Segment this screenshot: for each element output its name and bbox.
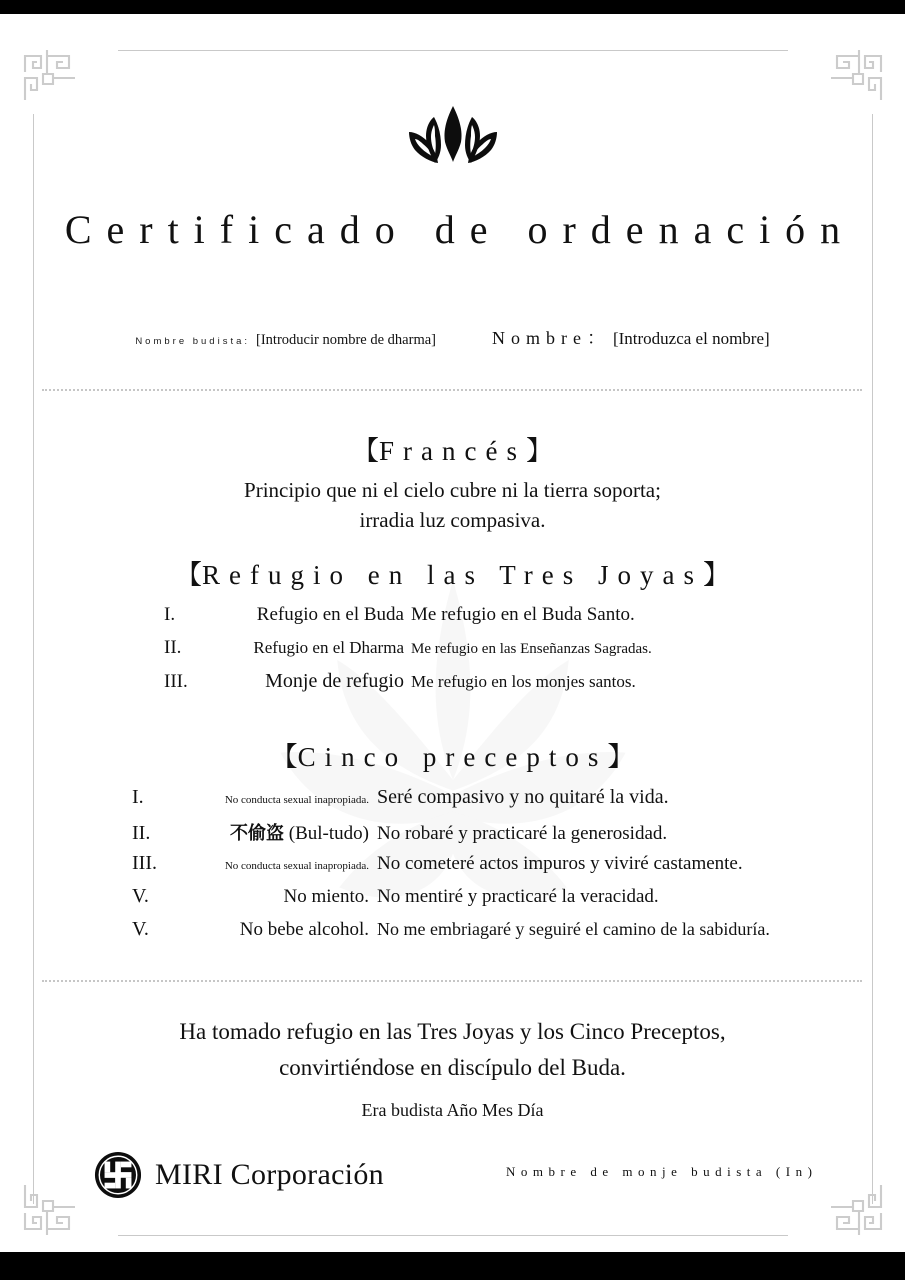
verse-line-1: Principio que ni el cielo cubre ni la tierra soporta; xyxy=(244,478,661,502)
name-fields-row xyxy=(0,324,905,350)
precept-name: No conducta sexual inapropiada. xyxy=(224,860,369,872)
refuge-name: Refugio en el Buda xyxy=(256,604,404,625)
precepts-list xyxy=(0,786,905,951)
precepts-heading-text: Cinco preceptos xyxy=(297,742,608,772)
refuge-heading-text: Refugio en las Tres Joyas xyxy=(202,560,703,590)
bracket-open: 【 xyxy=(175,560,202,590)
refuge-section-heading xyxy=(0,553,905,592)
precept-numeral: II. xyxy=(132,822,151,844)
precept-row xyxy=(0,819,905,852)
precept-name: No miento. xyxy=(283,886,369,907)
closing-statement xyxy=(0,1014,905,1085)
precept-name-cjk: 不偷盗 xyxy=(230,823,285,844)
page-title: Certificado de ordenación xyxy=(64,207,856,252)
refuge-name: Refugio en el Dharma xyxy=(253,638,404,657)
greek-key-corner-icon-bottom-left xyxy=(17,1177,77,1237)
dharma-name-field[interactable] xyxy=(135,332,436,349)
bracket-close: 】 xyxy=(607,742,635,772)
verse-section-heading xyxy=(0,429,905,468)
precept-row xyxy=(0,918,905,951)
refuge-row xyxy=(0,637,905,670)
refuge-numeral: III. xyxy=(164,671,188,692)
verse-line-2: irradia luz compasiva. xyxy=(359,507,546,532)
refuge-vow: Me refugio en los monjes santos. xyxy=(411,672,636,691)
legal-name-value[interactable]: [Introduzca el nombre] xyxy=(612,329,770,348)
divider-upper xyxy=(42,389,862,391)
refuge-vow: Me refugio en el Buda Santo. xyxy=(411,604,635,625)
greek-key-corner-icon-bottom-right xyxy=(829,1177,889,1237)
precepts-section-heading xyxy=(0,735,905,774)
dharma-name-value[interactable]: [Introducir nombre de dharma] xyxy=(256,332,436,348)
precept-row xyxy=(0,852,905,885)
greek-key-corner-icon-top-left xyxy=(17,48,77,108)
legal-name-field[interactable] xyxy=(492,324,770,350)
precept-name: No conducta sexual inapropiada. xyxy=(224,794,369,806)
brand-block xyxy=(94,1151,384,1199)
refuge-row xyxy=(0,604,905,637)
precept-numeral: V. xyxy=(132,918,149,940)
bracket-open: 【 xyxy=(270,742,298,772)
precept-name-romanized: (Bul-tudo) xyxy=(288,823,369,844)
precept-vow: Seré compasivo y no quitaré la vida. xyxy=(377,786,669,808)
precept-numeral: III. xyxy=(132,852,157,874)
closing-line-2: convirtiéndose en discípulo del Buda. xyxy=(279,1054,626,1080)
letterbox-bar-top xyxy=(0,0,905,14)
frame-rule-bottom xyxy=(118,1235,788,1236)
dharma-name-label: Nombre budista: xyxy=(135,336,251,347)
legal-name-label: Nombre： xyxy=(491,328,611,348)
precept-vow: No robaré y practicaré la generosidad. xyxy=(377,823,668,844)
precept-numeral: I. xyxy=(132,786,144,808)
precept-row xyxy=(0,885,905,918)
refuge-vow: Me refugio en las Enseñanzas Sagradas. xyxy=(411,641,652,657)
refuge-row xyxy=(0,670,905,703)
manji-circle-logo-icon xyxy=(94,1151,142,1199)
precept-vow: No me embriagaré y seguiré el camino de la sabiduría. xyxy=(377,919,770,939)
certificate-sheet xyxy=(0,14,905,1252)
divider-lower xyxy=(42,980,862,982)
frame-rule-top xyxy=(118,50,788,51)
greek-key-corner-icon-top-right xyxy=(829,48,889,108)
bracket-close: 】 xyxy=(703,560,730,590)
refuge-name: Monje de refugio xyxy=(265,670,404,692)
precept-vow: No cometeré actos impuros y viviré castamente. xyxy=(377,853,743,874)
monk-signature-label: Nombre de monje budista (In) xyxy=(506,1164,818,1179)
closing-line-1: Ha tomado refugio en las Tres Joyas y los Cinco Preceptos, xyxy=(179,1019,726,1044)
bracket-close: 】 xyxy=(525,436,553,466)
verse-heading-text: Francés xyxy=(379,436,526,466)
refuge-list xyxy=(0,604,905,703)
precept-name: No bebe alcohol. xyxy=(239,919,369,940)
verse-text xyxy=(0,476,905,536)
precept-row xyxy=(0,786,905,819)
refuge-numeral: II. xyxy=(164,637,182,658)
precept-name xyxy=(184,819,377,845)
precept-vow: No mentiré y practicaré la veracidad. xyxy=(377,886,659,907)
bracket-open: 【 xyxy=(352,436,380,466)
brand-name: MIRI Corporación xyxy=(155,1158,384,1191)
precept-numeral: V. xyxy=(132,885,149,907)
letterbox-bar-bottom xyxy=(0,1252,905,1280)
era-date-line: Era budista Año Mes Día xyxy=(361,1100,544,1120)
refuge-numeral: I. xyxy=(164,604,176,625)
lotus-icon xyxy=(393,104,513,166)
